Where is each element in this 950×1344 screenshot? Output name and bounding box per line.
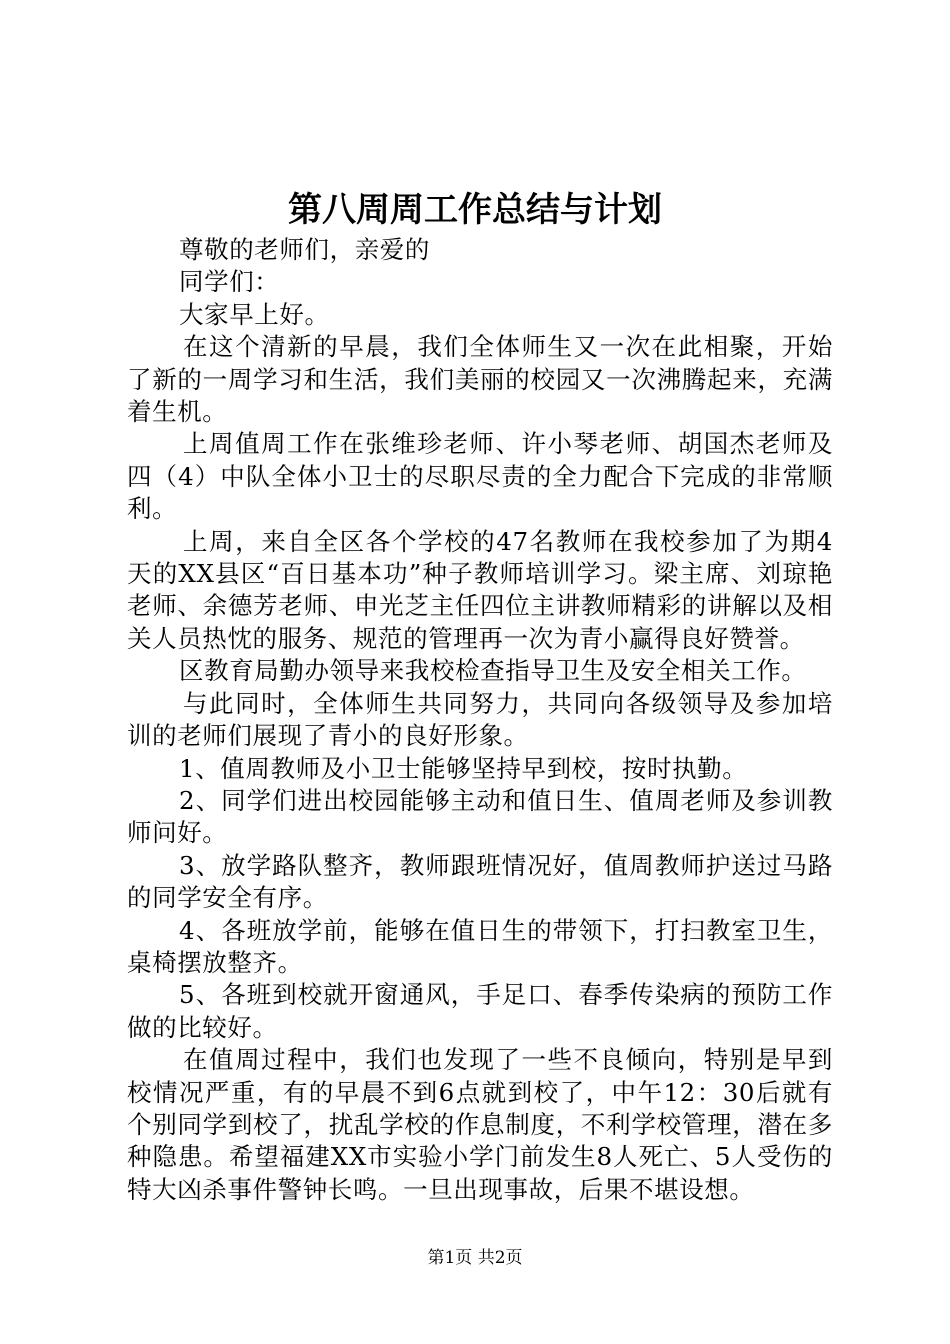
paragraph-greeting-3: 大家早上好。 bbox=[179, 299, 330, 329]
paragraph-greeting-2: 同学们： bbox=[179, 267, 280, 297]
list-item-2: 2、同学们进出校园能够主动和值日生、值周老师及参训教师问好。 bbox=[127, 785, 833, 848]
paragraph-training: 上周，来自全区各个学校的47名教师在我校参加了为期4天的XX县区“百日基本功”种子教师培训学习。梁主席、刘琼艳老师、余德芳老师、申光芝主任四位主讲教师精彩的讲解以及相关人员热忱的服务、规范的管理再一次为青小赢得良好赞誉。 bbox=[127, 526, 833, 653]
list-item-3: 3、放学路队整齐，教师跟班情况好，值周教师护送过马路的同学安全有序。 bbox=[127, 850, 833, 913]
list-item-5: 5、各班到校就开窗通风，手足口、春季传染病的预防工作做的比较好。 bbox=[127, 980, 833, 1042]
paragraph-inspection: 区教育局勤办领导来我校检查指导卫生及安全相关工作。 bbox=[179, 656, 807, 686]
page-footer: 第1页 共2页 bbox=[427, 1248, 523, 1268]
paragraph-last-week-duty: 上周值周工作在张维珍老师、许小琴老师、胡国杰老师及四（4）中队全体小卫士的尽职尽责的全力配合下完成的非常顺利。 bbox=[127, 429, 833, 524]
list-item-4: 4、各班放学前，能够在值日生的带领下，打扫教室卫生，桌椅摆放整齐。 bbox=[127, 915, 833, 977]
paragraph-opening: 在这个清新的早晨，我们全体师生又一次在此相聚，开始了新的一周学习和生活，我们美丽的校园又一次沸腾起来，充满着生机。 bbox=[127, 332, 833, 427]
paragraph-image: 与此同时，全体师生共同努力，共同向各级领导及参加培训的老师们展现了青小的良好形象。 bbox=[127, 688, 833, 751]
document-title: 第八周周工作总结与计划 bbox=[288, 190, 662, 230]
paragraph-problems: 在值周过程中，我们也发现了一些不良倾向，特别是早到校情况严重，有的早晨不到6点就到校了，中午12：30后就有个别同学到校了，扰乱学校的作息制度，不利学校管理，潜在多种隐患。希望福建XX市实验小学门前发生8人死亡、5人受伤的特大凶杀事件警钟长鸣。一旦出现事故，后果不堪设想。 bbox=[127, 1045, 833, 1204]
document-body bbox=[127, 234, 833, 1206]
paragraph-greeting-1: 尊敬的老师们，亲爱的 bbox=[179, 235, 430, 264]
list-item-1: 1、值周教师及小卫士能够坚持早到校，按时执勤。 bbox=[179, 753, 748, 783]
